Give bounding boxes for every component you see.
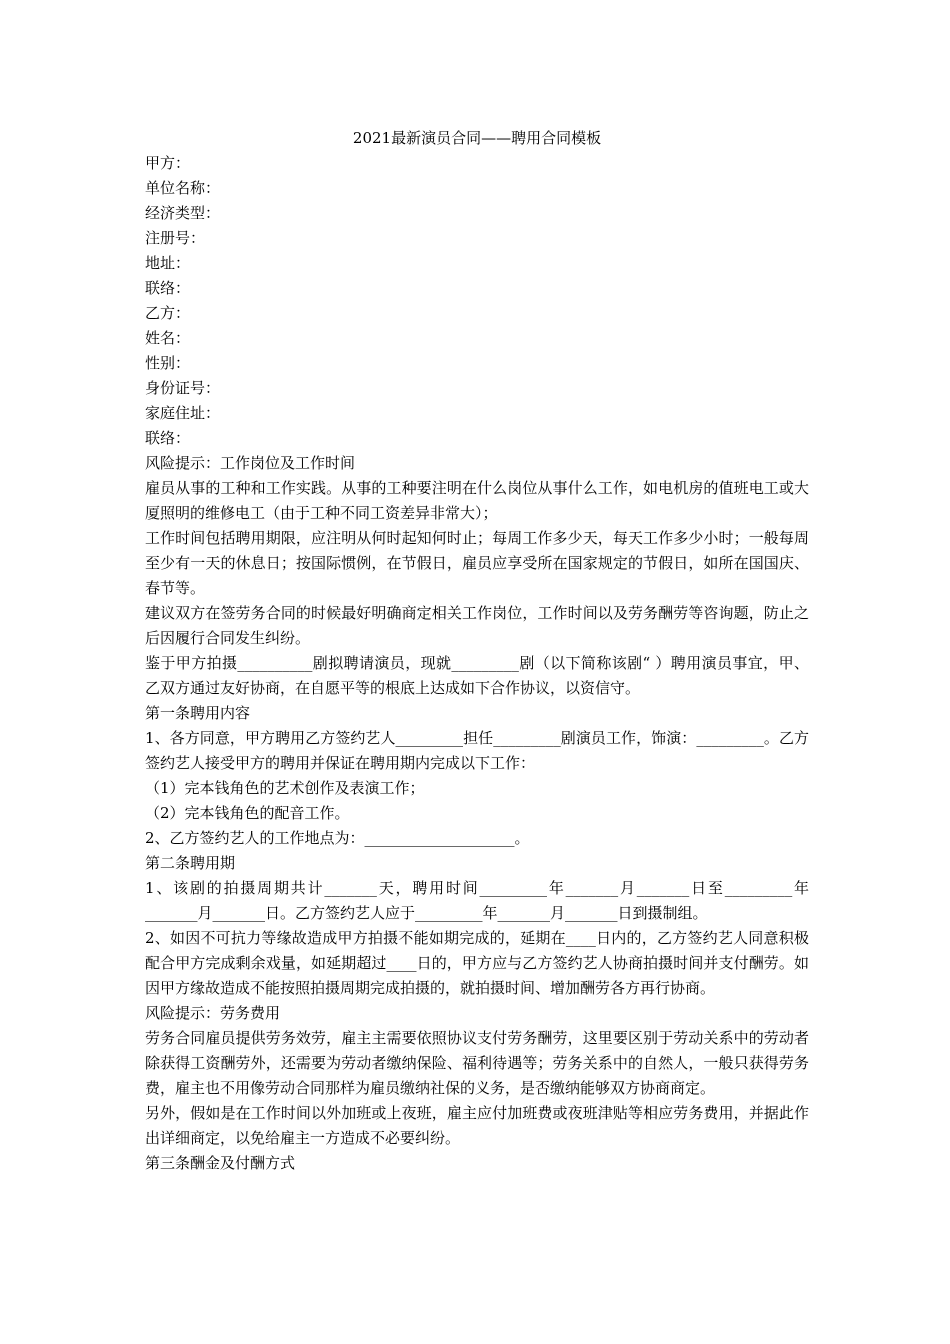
article-1-item-1: 1、各方同意，甲方聘用乙方签约艺人_________担任_________剧演员工作，饰演：_________。乙方签约艺人接受甲方的聘用并保证在聘用期内完成以下工作： — [145, 729, 809, 772]
gender-field: 性别： — [145, 354, 191, 372]
risk-paragraph: 建议双方在签劳务合同的时候最好明确商定相关工作岗位，工作时间以及劳务酬劳等咨询题，防止之后因履行合同发生纠纷。 — [145, 604, 809, 647]
party-a-contact-field: 联络： — [145, 279, 191, 297]
name-field: 姓名： — [145, 329, 191, 347]
risk-heading-labor-fees: 风险提示：劳务费用 — [145, 1004, 281, 1022]
home-address-field: 家庭住址： — [145, 404, 221, 422]
article-2-item-2: 2、如因不可抗力等缘故造成甲方拍摄不能如期完成的，延期在____日内的，乙方签约艺人同意积极配合甲方完成剩余戏量，如延期超过____日的，甲方应与乙方签约艺人协商拍摄时间并支付酬劳。如因甲方缘故造成不能按照拍摄周期完成拍摄的，就拍摄时间、增加酬劳各方再行协商。 — [145, 929, 809, 997]
article-1-subitem-2: （2）完本钱角色的配音工作。 — [145, 804, 350, 822]
risk-paragraph: 雇员从事的工种和工作实践。从事的工种要注明在什么岗位从事什么工作，如电机房的值班电工或大厦照明的维修电工（由于工种不同工资差异非常大）； — [145, 479, 809, 522]
address-field: 地址： — [145, 254, 191, 272]
document-title: 2021最新演员合同——聘用合同模板 — [352, 129, 602, 147]
risk-paragraph: 工作时间包括聘用期限，应注明从何时起知何时止；每周工作多少天，每天工作多少小时；一般每周至少有一天的休息日；按国际惯例，在节假日，雇员应享受所在国家规定的节假日，如所在国国庆、春节等。 — [145, 529, 809, 597]
party-b-label: 乙方： — [145, 304, 191, 322]
party-a-label: 甲方： — [145, 154, 191, 172]
economic-type-field: 经济类型： — [145, 204, 221, 222]
party-b-contact-field: 联络： — [145, 429, 191, 447]
risk-heading-position-time: 风险提示：工作岗位及工作时间 — [145, 454, 356, 472]
unit-name-field: 单位名称： — [145, 179, 221, 197]
article-3-heading: 第三条酬金及付酬方式 — [145, 1154, 296, 1172]
article-2-heading: 第二条聘用期 — [145, 854, 236, 872]
article-1-subitem-1: （1）完本钱角色的艺术创作及表演工作； — [145, 779, 425, 797]
document-body — [145, 126, 809, 1176]
id-number-field: 身份证号： — [145, 379, 221, 397]
article-2-item-1: 1、该剧的拍摄周期共计_______天，聘用时间_________年_______月_______日至_________年_______月_______日。乙方签约艺人应于_________年_______月_______日到摄制组。 — [145, 879, 809, 922]
preamble-paragraph: 鉴于甲方拍摄__________剧拟聘请演员，现就_________剧（以下简称该剧“ ）聘用演员事宜，甲、乙双方通过友好协商，在自愿平等的根底上达成如下合作协议，以资信守。 — [145, 654, 809, 697]
article-1-heading: 第一条聘用内容 — [145, 704, 251, 722]
registration-no-field: 注册号： — [145, 229, 206, 247]
risk-paragraph: 另外，假如是在工作时间以外加班或上夜班，雇主应付加班费或夜班津贴等相应劳务费用，并据此作出详细商定，以免给雇主一方造成不必要纠纷。 — [145, 1104, 809, 1147]
article-1-item-2: 2、乙方签约艺人的工作地点为：____________________。 — [145, 829, 530, 847]
risk-paragraph: 劳务合同雇员提供劳务效劳，雇主主需要依照协议支付劳务酬劳，这里要区别于劳动关系中的劳动者除获得工资酬劳外，还需要为劳动者缴纳保险、福利待遇等；劳务关系中的自然人，一般只获得劳务费，雇主也不用像劳动合同那样为雇员缴纳社保的义务，是否缴纳能够双方协商商定。 — [145, 1029, 809, 1097]
